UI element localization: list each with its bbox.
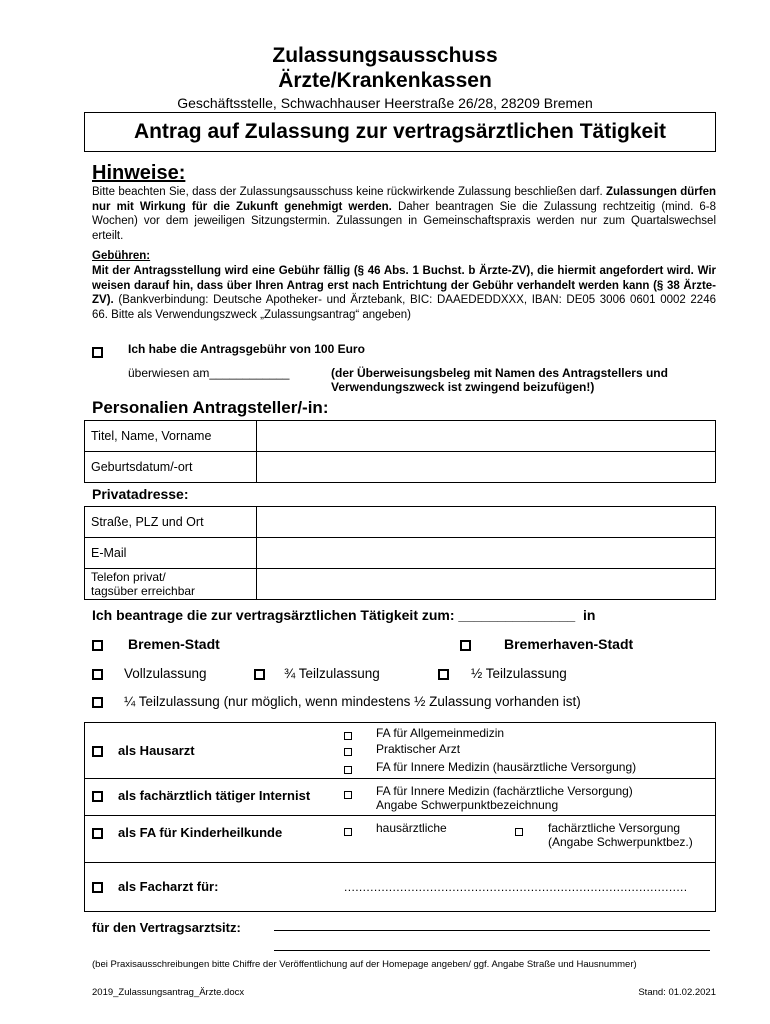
title-line-1: Zulassungsausschuss <box>272 44 498 67</box>
hinweise-heading: Hinweise: <box>92 162 186 184</box>
personalien-heading: Personalien Antragsteller/-in: <box>92 398 329 417</box>
innere-fach-label: FA für Innere Medizin (fachärztliche Versorgung) Angabe Schwerpunktbezeichnung <box>376 784 633 812</box>
vertragsarztsitz-line-2[interactable] <box>274 950 710 951</box>
footer-filename: 2019_Zulassungsantrag_Ärzte.docx <box>92 987 245 998</box>
label-street: Straße, PLZ und Ort <box>85 507 257 538</box>
innere-fach-checkbox[interactable] <box>344 786 352 804</box>
form-title: Antrag auf Zulassung zur vertragsärztlichen Tätigkeit <box>133 120 667 143</box>
fach-divider-3 <box>84 862 716 863</box>
bremerhaven-checkbox[interactable] <box>460 637 471 655</box>
facharzt-label: als Facharzt für: <box>118 879 219 894</box>
bremen-label: Bremen-Stadt <box>128 636 220 652</box>
kinder-haus-label: hausärztliche <box>376 821 447 835</box>
gebuehren-paragraph <box>92 264 716 322</box>
bremen-checkbox[interactable] <box>92 637 103 655</box>
vertragsarztsitz-note: (bei Praxisausschreibungen bitte Chiffre der Veröffentlichung auf der Homepage angeben/ ggf. Angabe Straße und Hausnummer) <box>92 959 637 970</box>
vertragsarztsitz-line-1[interactable] <box>274 930 710 931</box>
halb-checkbox[interactable] <box>438 666 449 684</box>
label-birth: Geburtsdatum/-ort <box>85 452 257 483</box>
praktisch-label: Praktischer Arzt <box>376 742 461 756</box>
dreiviertel-checkbox[interactable] <box>254 666 265 684</box>
hinweise-text-bold: Zulassungen dürfen nur mit Wirkung für die Zukunft genehmigt werden. <box>92 186 716 213</box>
input-name[interactable] <box>257 421 716 452</box>
gebuehren-heading: Gebühren: <box>92 250 151 262</box>
privatadresse-heading: Privatadresse: <box>92 486 189 502</box>
input-birth[interactable] <box>257 452 716 483</box>
internist-checkbox[interactable] <box>92 788 103 806</box>
footer-stand: Stand: 01.02.2021 <box>638 987 716 998</box>
vertragsarztsitz-label: für den Vertragsarztsitz: <box>92 920 241 935</box>
input-street[interactable] <box>257 507 716 538</box>
hinweise-text-1: Bitte beachten Sie, dass der Zulassungsausschuss keine rückwirkende Zulassung beschließen darf. <box>92 186 606 198</box>
praktisch-checkbox[interactable] <box>344 743 352 761</box>
facharzt-input[interactable]: ............................................................................................ <box>344 880 688 894</box>
input-phone[interactable] <box>257 569 716 600</box>
kinder-fach-checkbox[interactable] <box>515 823 523 841</box>
internist-label: als fachärztlich tätiger Internist <box>118 788 311 803</box>
fee-checkbox[interactable] <box>92 344 103 362</box>
title-line-2: Ärzte/Krankenkassen <box>278 69 492 92</box>
dreiviertel-label: ¾ Teilzulassung <box>284 666 380 681</box>
innere-haus-checkbox[interactable] <box>344 761 352 779</box>
gebuehren-text-bold: Mit der Antragsstellung wird eine Gebühr fällig (§ 46 Abs. 1 Buchst. b Ärzte-ZV), die hiermit angefordert wird. Wir weisen darauf hin, dass über Ihren Antrag erst nach Entrichtung der Gebühr verhandelt werden kann (§ 38 Ärzte-ZV). <box>92 265 716 306</box>
allgemein-label: FA für Allgemeinmedizin <box>376 726 505 740</box>
voll-checkbox[interactable] <box>92 666 103 684</box>
fee-checkbox-label: Ich habe die Antragsgebühr von 100 Euro <box>128 342 365 356</box>
facharzt-checkbox[interactable] <box>92 879 103 897</box>
form-title-box <box>84 112 716 152</box>
kinder-checkbox[interactable] <box>92 825 103 843</box>
transfer-note: (der Überweisungsbeleg mit Namen des Antragstellers und Verwendungszweck ist zwingend beizufügen!) <box>331 366 668 394</box>
voll-label: Vollzulassung <box>124 666 207 681</box>
halb-label: ½ Teilzulassung <box>471 666 567 681</box>
hausarzt-label: als Hausarzt <box>118 743 195 758</box>
label-phone: Telefon privat/ tagsüber erreichbar <box>85 569 257 600</box>
office-address: Geschäftsstelle, Schwachhauser Heerstraße 26/28, 28209 Bremen <box>177 95 593 111</box>
label-name: Titel, Name, Vorname <box>85 421 257 452</box>
bremerhaven-label: Bremerhaven-Stadt <box>504 636 634 652</box>
fach-divider-2 <box>84 815 716 816</box>
transfer-date-field[interactable]: überwiesen am____________ <box>128 366 290 380</box>
viertel-checkbox[interactable] <box>92 694 103 712</box>
label-email: E-Mail <box>85 538 257 569</box>
personalien-table <box>84 420 716 483</box>
kinder-fach-label: fachärztliche Versorgung (Angabe Schwerpunktbez.) <box>548 821 693 849</box>
hinweise-paragraph <box>92 185 716 243</box>
gebuehren-text-normal: (Bankverbindung: Deutsche Apotheker- und Ärztebank, BIC: DAAEDEDDXXX, IBAN: DE05 3006 0601 0002 2246 66. Bitte als Verwendungszweck „Zulassungsantrag“ angeben) <box>92 294 716 321</box>
privatadresse-table <box>84 506 716 600</box>
kinder-label: als FA für Kinderheilkunde <box>118 825 283 840</box>
innere-haus-label: FA für Innere Medizin (hausärztliche Versorgung) <box>376 760 637 774</box>
input-email[interactable] <box>257 538 716 569</box>
antrag-date-line: Ich beantrage die zur vertragsärztlichen Tätigkeit zum: _______________ in <box>92 607 596 623</box>
fach-divider-1 <box>84 778 716 779</box>
hinweise-text-2: Daher beantragen Sie die Zulassung rechtzeitig (mind. 6-8 Wochen) vor dem jeweiligen Sitzungstermin. Zulassungen in Gemeinschaftspraxis werden nur zum Quartalswechsel erteilt. <box>92 200 716 242</box>
hausarzt-checkbox[interactable] <box>92 743 103 761</box>
viertel-label: ¼ Teilzulassung (nur möglich, wenn mindestens ½ Zulassung vorhanden ist) <box>124 694 581 709</box>
kinder-haus-checkbox[interactable] <box>344 823 352 841</box>
